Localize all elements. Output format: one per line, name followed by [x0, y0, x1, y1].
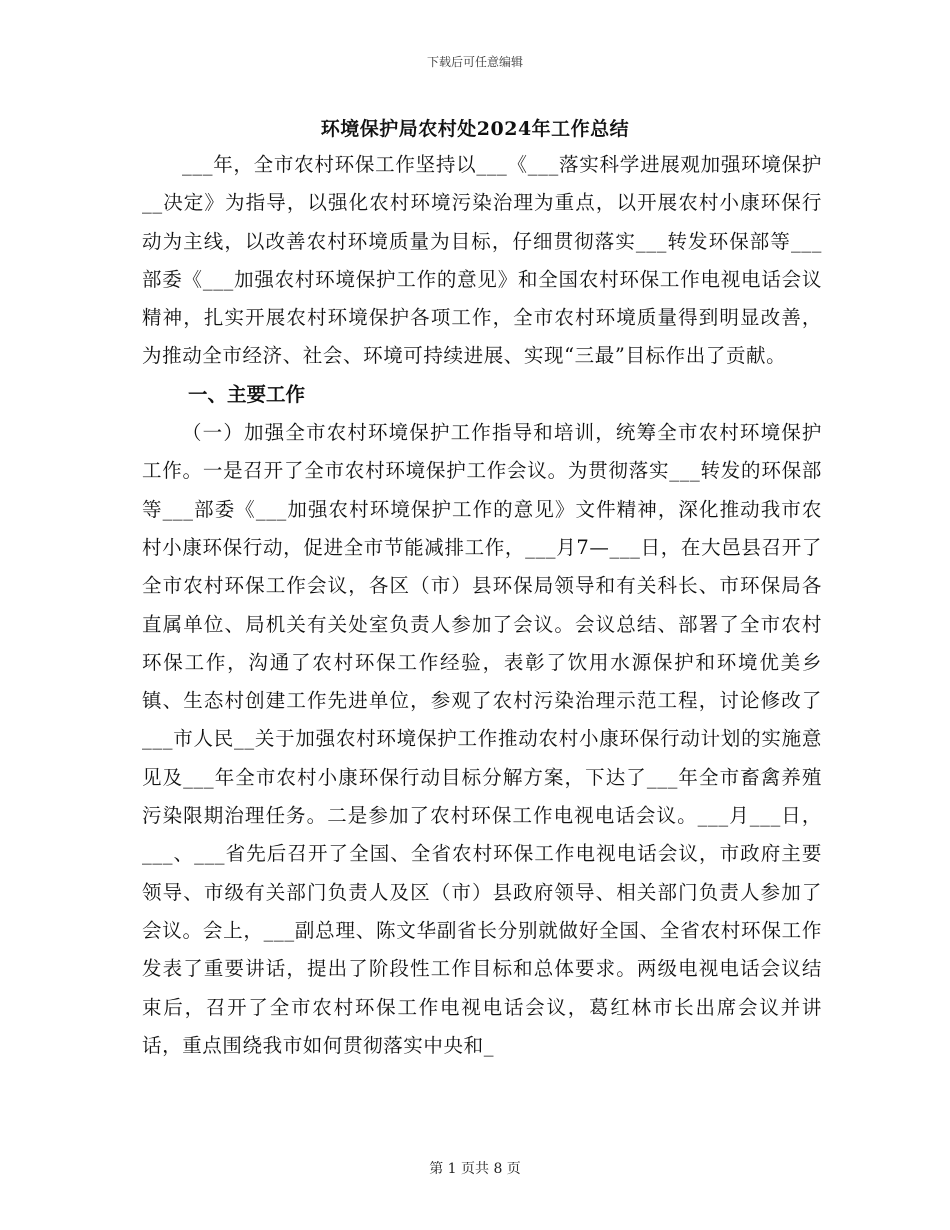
header-note: 下载后可任意编辑 — [426, 55, 523, 69]
document-body — [142, 146, 822, 1065]
paragraph-section-1-item-1: （一）加强全市农村环境保护工作指导和培训，统筹全市农村环境保护工作。一是召开了全市农村环境保护工作会议。为贯彻落实___转发的环保部等___部委《___加强农村环境保护工作的意见》文件精神，深化推动我市农村小康环保行动，促进全市节能减排工作，___月7—___日，在大邑县召开了全市农村环保工作会议，各区（市）县环保局领导和有关科长、市环保局各直属单位、局机关有关处室负责人参加了会议。会议总结、部署了全市农村环保工作，沟通了农村环保工作经验，表彰了饮用水源保护和环境优美乡镇、生态村创建工作先进单位，参观了农村污染治理示范工程，讨论修改了___市人民__关于加强农村环境保护工作推动农村小康环保行动计划的实施意见及___年全市农村小康环保行动目标分解方案，下达了___年全市畜禽养殖污染限期治理任务。二是参加了农村环保工作电视电话会议。___月___日，___、___省先后召开了全国、全省农村环保工作电视电话会议，市政府主要领导、市级有关部门负责人及区（市）县政府领导、相关部门负责人参加了会议。会上，___副总理、陈文华副省长分别就做好全国、全省农村环保工作发表了重要讲话，提出了阶段性工作目标和总体要求。两级电视电话会议结束后，召开了全市农村环保工作电视电话会议，葛红林市长出席会议并讲话，重点围绕我市如何贯彻落实中央和_ — [142, 421, 822, 1057]
page-footer: 第 1 页共 8 页 — [429, 1161, 521, 1177]
document-title: 环境保护局农村处2024年工作总结 — [320, 118, 630, 140]
paragraph-intro: ___年，全市农村环保工作坚持以___《___落实科学进展观加强环境保护__决定》为指导，以强化农村环境污染治理为重点，以开展农村小康环保行动为主线，以改善农村环境质量为目标，仔细贯彻落实___转发环保部等___部委《___加强农村环境保护工作的意见》和全国农村环保工作电视电话会议精神，扎实开展农村环境保护各项工作，全市农村环境质量得到明显改善，为推动全市经济、社会、环境可持续进展、实现“三最”目标作出了贡献。 — [142, 153, 822, 368]
section-heading-main-work: 一、主要工作 — [188, 382, 306, 406]
